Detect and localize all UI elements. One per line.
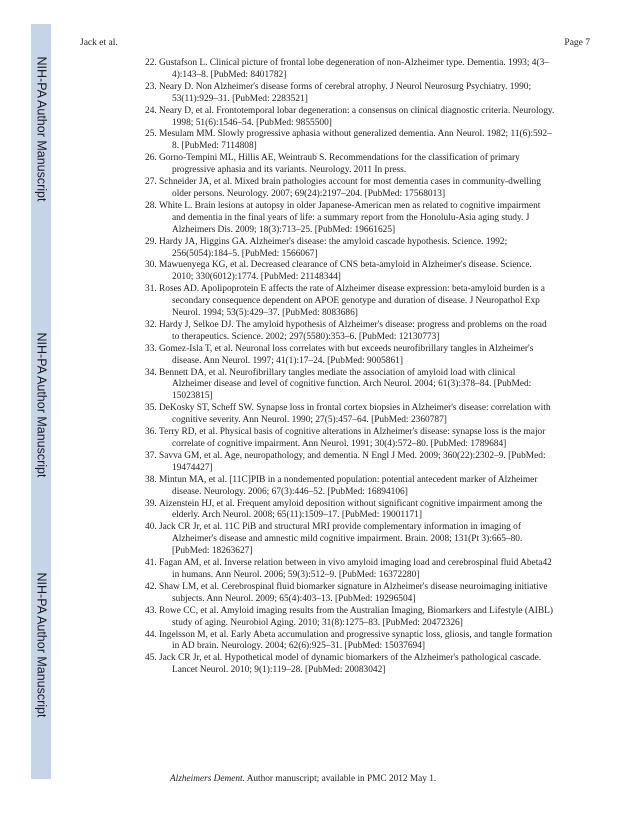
reference-text: Jack CR Jr, et al. Hypothetical model of dynamic biomarkers of the Alzheimer's pathological cascade. Lancet Neurol. 2010; 9(1):119–28. [PubMed: 20083042] (159, 653, 542, 676)
reference-item (145, 177, 555, 201)
reference-number: 37. (145, 450, 157, 461)
reference-text: Fagan AM, et al. Inverse relation between in vivo amyloid imaging load and cerebrospinal fluid Abeta42 in humans. Ann Neurol. 2006; 59(3):512–9. [PubMed: 16372280] (159, 558, 552, 580)
reference-item (145, 475, 555, 499)
reference-item (145, 129, 555, 153)
reference-text: Schneider JA, et al. Mixed brain pathologies account for most dementia cases in community-dwelling older persons. Neurology. 2007; 69(24):2197–204. [PubMed: 17568013] (159, 177, 541, 199)
reference-number: 40. (145, 522, 157, 533)
sidebar-label-top (31, 24, 51, 234)
reference-number: 24. (145, 105, 157, 116)
reference-number: 22. (145, 58, 157, 68)
running-header-authors: Jack et al. (80, 38, 118, 48)
reference-number: 34. (145, 367, 157, 378)
reference-item (145, 630, 555, 654)
reference-number: 30. (145, 260, 157, 271)
reference-text: Mintun MA, et al. [11C]PIB in a nondemented population: potential antecedent marker of Alzheimer disease. Neurology. 2006; 67(3):446–52. [PubMed: 16894106] (159, 474, 538, 497)
reference-number: 23. (145, 81, 157, 92)
reference-list (145, 58, 555, 677)
reference-text: Mawuenyega KG, et al. Decreased clearance of CNS beta-amyloid in Alzheimer's disease. Science. 2010; 330(6012):1774. [PubMed: 21148344] (159, 260, 532, 283)
reference-item (145, 82, 555, 106)
reference-item (145, 582, 555, 606)
reference-item (145, 522, 555, 558)
reference-text: Ingelsson M, et al. Early Abeta accumulation and progressive synaptic loss, gliosis, and tangle formation in AD brain. Neurology. 2004; 62(6):925–31. [PubMed: 15037694] (159, 629, 553, 652)
reference-text: DeKosky ST, Scheff SW. Synapse loss in frontal cortex biopsies in Alzheimer's disease: correlation with cognitive severity. Ann Neurol. 1990; 27(5):457–64. [PubMed: 2360787] (159, 403, 551, 426)
reference-item (145, 237, 555, 261)
reference-text: Bennett DA, et al. Neurofibrillary tangles mediate the association of amyloid load with clinical Alzheimer disease and level of cognitive function. Arch Neurol. 2004; 61(3):378–84. [PubMed: 15023815] (159, 367, 532, 402)
reference-text: Aizenstein HJ, et al. Frequent amyloid deposition without significant cognitive impairment among the elderly. Arch Neurol. 2008; 65(11):1509–17. [PubMed: 19001171] (159, 498, 543, 521)
reference-number: 28. (145, 200, 157, 211)
reference-text: Neary D, et al. Frontotemporal lobar degeneration: a consensus on clinical diagnostic criteria. Neurology. 1998; 51(6):1546–54. [PubMed: 9855500] (159, 105, 555, 128)
reference-item (145, 344, 555, 368)
reference-text: Neary D. Non Alzheimer's disease forms of cerebral atrophy. J Neurol Neurosurg Psychiatry. 1990; 53(11):929–31. [PubMed: 2283521] (159, 81, 532, 104)
sidebar-label-middle (31, 300, 51, 510)
reference-number: 29. (145, 236, 157, 247)
reference-item (145, 427, 555, 451)
reference-number: 27. (145, 177, 157, 188)
reference-number: 32. (145, 319, 157, 330)
footer-note: Author manuscript; available in PMC 2012 May 1. (246, 774, 437, 784)
reference-item (145, 403, 555, 427)
reference-item (145, 606, 555, 630)
reference-text: Jack CR Jr, et al. 11C PiB and structural MRI provide complementary information in imaging of Alzheimer's disease and amnestic mild cognitive impairment. Brain. 2008; 131(Pt 3):665–80. [PubMed: 18263627] (159, 522, 523, 557)
reference-item (145, 58, 555, 82)
reference-number: 26. (145, 153, 157, 164)
reference-text: Terry RD, et al. Physical basis of cognitive alterations in Alzheimer's disease: synapse loss is the major correlate of cognitive impairment. Ann Neurol. 1991; 30(4):572–80. [PubMed: 1789684] (159, 427, 546, 449)
reference-text: White L. Brain lesions at autopsy in older Japanese-American men as related to cognitive impairment and dementia in the final years of life: a summary report from the Honolulu-Asia aging study. J Alzheimers Dis. 2009; 18(3):713–25. [PubMed: 19661625] (159, 200, 541, 235)
reference-number: 38. (145, 474, 157, 485)
reference-number: 45. (145, 653, 157, 664)
reference-number: 39. (145, 498, 157, 509)
page-footer (170, 774, 436, 784)
reference-text: Mesulam MM. Slowly progressive aphasia without generalized dementia. Ann Neurol. 1982; 11(6):592–8. [PubMed: 7114808] (159, 129, 552, 152)
reference-number: 42. (145, 581, 157, 592)
reference-item (145, 368, 555, 404)
reference-text: Gomez-Isla T, et al. Neuronal loss correlates with but exceeds neurofibrillary tangles in Alzheimer's disease. Ann Neurol. 1997; 41(1):17–24. [PubMed: 9005861] (159, 343, 534, 366)
reference-text: Roses AD. Apolipoprotein E affects the rate of Alzheimer disease expression: beta-amyloid burden is a secondary consequence dependent on APOE genotype and duration of disease. J Neuropathol Exp Neurol. 1994; 53(5):429–37. [PubMed: 8083686] (159, 284, 545, 319)
reference-item (145, 451, 555, 475)
reference-item (145, 653, 555, 677)
reference-item (145, 153, 555, 177)
sidebar-label-text: NIH-PA Author Manuscript (34, 332, 48, 478)
footer-journal: Alzheimers Dement. (170, 774, 245, 784)
reference-item (145, 106, 555, 130)
sidebar-label-bottom (31, 540, 51, 750)
reference-text: Gustafson L. Clinical picture of frontal lobe degeneration of non-Alzheimer type. Dementia. 1993; 4(3–4):143–8. [PubMed: 8401782] (159, 58, 549, 80)
reference-text: Hardy J, Selkoe DJ. The amyloid hypothesis of Alzheimer's disease: progress and problems on the road to therapeutics. Science. 2002; 297(5580):353–6. [PubMed: 12130773] (159, 319, 547, 342)
reference-item (145, 260, 555, 284)
reference-text: Gorno-Tempini ML, Hillis AE, Weintraub S. Recommendations for the classification of primary progressive aphasia and its variants. Neurology. 2011 In press. (159, 153, 520, 176)
reference-number: 25. (145, 129, 157, 140)
reference-number: 31. (145, 284, 157, 295)
reference-item (145, 558, 555, 582)
reference-number: 44. (145, 629, 157, 640)
reference-item (145, 320, 555, 344)
reference-text: Rowe CC, et al. Amyloid imaging results from the Australian Imaging, Biomarkers and Lifestyle (AIBL) study of aging. Neurobiol Aging. 2010; 31(8):1275–83. [PubMed: 20472326] (159, 605, 553, 628)
reference-number: 41. (145, 558, 157, 569)
reference-number: 43. (145, 605, 157, 616)
sidebar-label-text: NIH-PA Author Manuscript (34, 56, 48, 202)
reference-text: Shaw LM, et al. Cerebrospinal fluid biomarker signature in Alzheimer's disease neuroimaging initiative subjects. Ann Neurol. 2009; 65(4):403–13. [PubMed: 19296504] (159, 581, 548, 604)
reference-text: Hardy JA, Higgins GA. Alzheimer's disease: the amyloid cascade hypothesis. Science. 1992; 256(5054):184–5. [PubMed: 1566067] (159, 236, 508, 259)
page-number: Page 7 (564, 38, 590, 48)
reference-item (145, 499, 555, 523)
reference-number: 33. (145, 343, 157, 354)
reference-text: Savva GM, et al. Age, neuropathology, and dementia. N Engl J Med. 2009; 360(22):2302–9. [PubMed: 19474427] (159, 450, 546, 473)
reference-item (145, 284, 555, 320)
reference-item (145, 201, 555, 237)
reference-number: 35. (145, 403, 157, 414)
reference-number: 36. (145, 427, 157, 438)
sidebar-label-text: NIH-PA Author Manuscript (34, 572, 48, 718)
